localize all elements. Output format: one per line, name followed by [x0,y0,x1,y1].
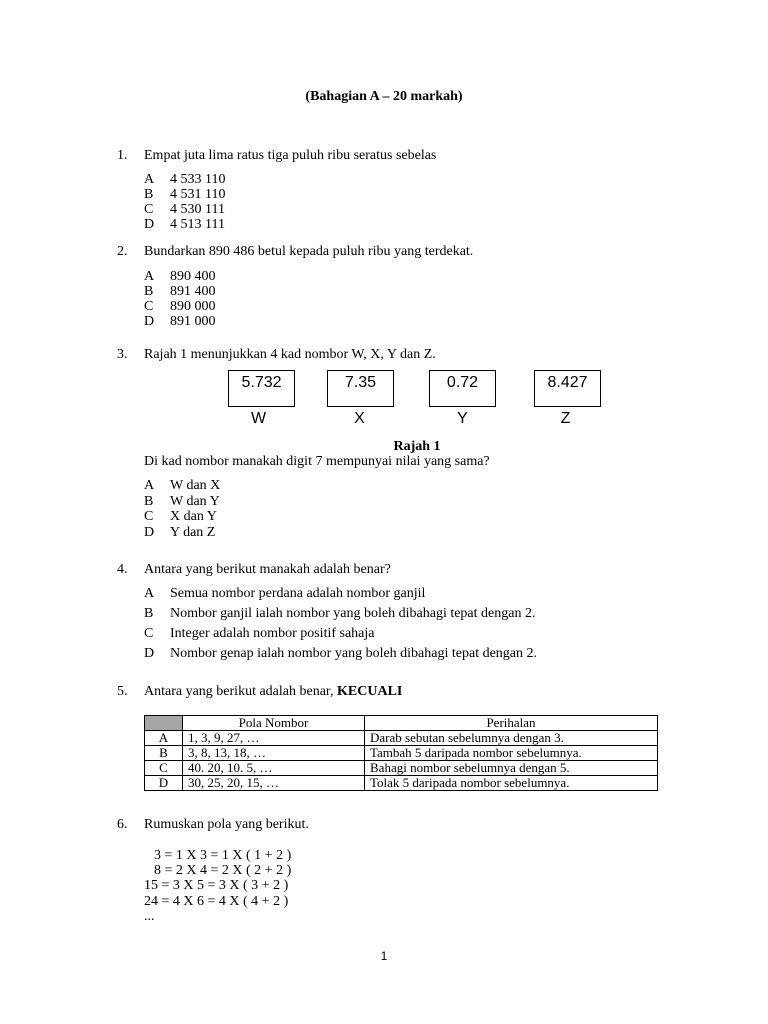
option-text: 4 531 110 [170,187,226,202]
question-number: 2. [117,244,128,259]
option-text: Nombor ganjil ialah nombor yang boleh dibahagi tepat dengan 2. [170,606,536,621]
card-label-x: X [354,410,365,427]
option-letter: D [144,525,155,540]
question-text [144,684,402,700]
table-header-perihalan: Perihalan [365,716,658,731]
option-letter: A [144,478,155,493]
table-row [145,776,658,791]
question-number: 6. [117,817,128,832]
question-text: Di kad nombor manakah digit 7 mempunyai nilai yang sama? [144,454,490,469]
option-letter: D [144,314,155,329]
option-text: Nombor genap ialah nombor yang boleh dibahagi tepat dengan 2. [170,646,538,661]
table-cell-letter: D [145,776,183,791]
number-card-y: 0.72 [429,370,496,407]
question-number: 5. [117,684,128,699]
question-text: Antara yang berikut manakah adalah benar? [144,562,391,577]
table-cell-letter: A [145,731,183,746]
option-letter: D [144,646,155,661]
pattern-ellipsis: ... [144,909,155,924]
option-letter: B [144,187,154,202]
table-row [145,761,658,776]
option-text: 4 533 110 [170,172,226,187]
option-text: 890 400 [170,269,216,284]
question-text: Rajah 1 menunjukkan 4 kad nombor W, X, Y dan Z. [144,347,436,362]
pattern-line: 8 = 2 X 4 = 2 X ( 2 + 2 ) [154,863,292,878]
table-cell-perihalan: Darab sebutan sebelumnya dengan 3. [365,731,658,746]
option-letter: C [144,509,154,524]
question-text: Empat juta lima ratus tiga puluh ribu seratus sebelas [144,148,437,163]
option-letter: A [144,586,155,601]
pattern-line: 15 = 3 X 5 = 3 X ( 3 + 2 ) [144,878,289,893]
pattern-table [144,715,658,791]
option-letter: C [144,202,154,217]
option-text: 4 513 111 [170,217,225,232]
option-letter: B [144,494,154,509]
card-label-z: Z [560,410,571,427]
pattern-line: 24 = 4 X 6 = 4 X ( 4 + 2 ) [144,894,289,909]
table-cell-pola: 40. 20, 10. 5, … [183,761,365,776]
option-text: Semua nombor perdana adalah nombor ganjil [170,586,426,601]
option-text: 891 000 [170,314,216,329]
option-letter: A [144,269,155,284]
option-text: Integer adalah nombor positif sahaja [170,626,375,641]
question-number: 3. [117,347,128,362]
option-text: X dan Y [170,509,217,524]
table-cell-letter: B [145,746,183,761]
question-text: Rumuskan pola yang berikut. [144,817,309,832]
table-cell-letter: C [145,761,183,776]
table-cell-pola: 30, 25, 20, 15, … [183,776,365,791]
number-card-x: 7.35 [327,370,394,407]
table-cell-pola: 1, 3, 9, 27, … [183,731,365,746]
option-letter: C [144,626,154,641]
option-text: Y dan Z [170,525,216,540]
option-letter: B [144,606,154,621]
option-text: 4 530 111 [170,202,225,217]
question-number: 4. [117,562,128,577]
card-label-y: Y [457,410,468,427]
card-label-w: W [250,410,267,427]
option-text: 891 400 [170,284,216,299]
number-card-w: 5.732 [228,370,295,407]
page-number: 1 [380,949,388,963]
section-title: (Bahagian A – 20 markah) [305,89,463,104]
pattern-line: 3 = 1 X 3 = 1 X ( 1 + 2 ) [154,848,292,863]
option-text: W dan X [170,478,221,493]
option-letter: C [144,299,154,314]
table-header-pola: Pola Nombor [183,716,365,731]
option-letter: D [144,217,155,232]
table-cell-pola: 3, 8, 13, 18, … [183,746,365,761]
option-letter: B [144,284,154,299]
table-header-blank [145,716,183,731]
table-cell-perihalan: Bahagi nombor sebelumnya dengan 5. [365,761,658,776]
figure-caption: Rajah 1 [393,439,441,454]
table-header-row [145,716,658,731]
option-text: 890 000 [170,299,216,314]
table-cell-perihalan: Tolak 5 daripada nombor sebelumnya. [365,776,658,791]
table-row [145,746,658,761]
option-text: W dan Y [170,494,220,509]
question-text: Bundarkan 890 486 betul kepada puluh ribu yang terdekat. [144,244,474,259]
number-card-z: 8.427 [534,370,601,407]
question-number: 1. [117,148,128,163]
question-text-main: Antara yang berikut adalah benar, [144,684,334,699]
question-emphasis: KECUALI [337,684,403,699]
option-letter: A [144,172,155,187]
table-row [145,731,658,746]
table-cell-perihalan: Tambah 5 daripada nombor sebelumnya. [365,746,658,761]
